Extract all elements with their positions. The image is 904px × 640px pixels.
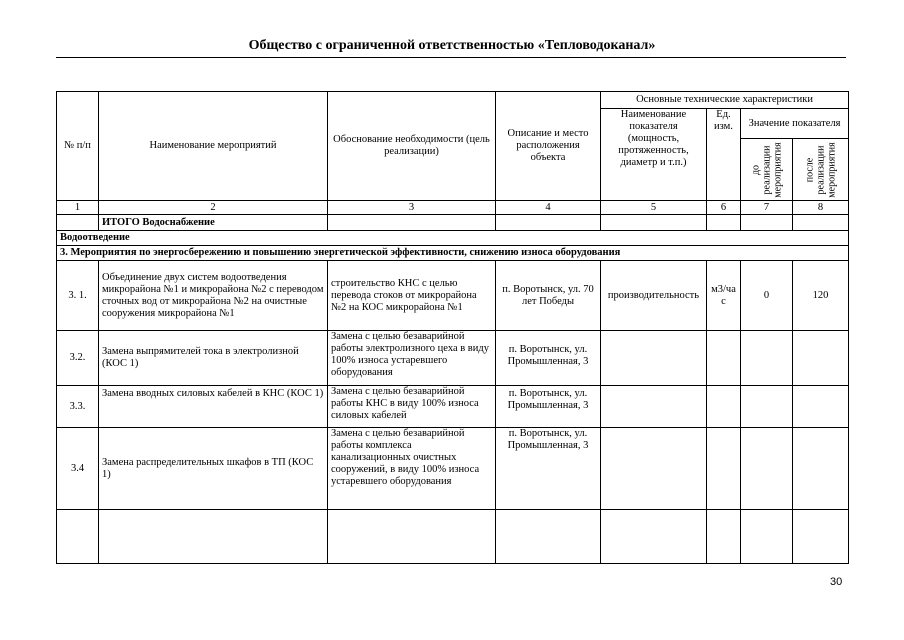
header-desc: Описание и место расположения объекта [496, 92, 601, 201]
table-row [57, 386, 849, 428]
header-before: до реализации мероприятия [741, 139, 793, 201]
row-name: Объединение двух систем водоотведения микрорайона №1 и микрорайона №2 с переводом сточных вод от микрорайона №2 на очистные сооружения микрорайона №1 [99, 261, 328, 331]
row-desc: п. Воротынск, ул. 70 лет Победы [496, 261, 601, 331]
row-indicator: производительность [601, 261, 707, 331]
row-basis: Замена с целью безаварийной работы комплекса канализационных очистных сооружений, в виду 100% износа устаревшего оборудования [328, 428, 496, 510]
document-title: Общество с ограниченной ответственностью «Тепловодоканал» [248, 38, 656, 53]
header-after: после реализации мероприятия [793, 139, 849, 201]
col-number-3: 3 [328, 201, 496, 215]
header-row-1 [57, 92, 849, 109]
header-value-group: Значение показателя [741, 109, 849, 139]
col-number-5: 5 [601, 201, 707, 215]
row-unit: м3/час [707, 261, 741, 331]
table-row [57, 261, 849, 331]
row-name: Замена вводных силовых кабелей в КНС (КОС 1) [99, 386, 328, 428]
header-name: Наименование мероприятий [99, 92, 328, 201]
section-3-row [57, 246, 849, 261]
col-number-7: 7 [741, 201, 793, 215]
row-desc: п. Воротынск, ул. Промышленная, 3 [496, 386, 601, 428]
table-row [57, 331, 849, 386]
col-number-6: 6 [707, 201, 741, 215]
row-no: 3.2. [57, 331, 99, 386]
header-unit: Ед. изм. [707, 109, 741, 201]
header-indicator: Наименование показателя (мощность, протяженность, диаметр и т.п.) [601, 109, 707, 201]
page-number: 30 [830, 576, 843, 588]
row-no: 3. 1. [57, 261, 99, 331]
table-row [57, 428, 849, 510]
header-rule [56, 57, 846, 58]
total-water-label: ИТОГО Водоснабжение [99, 215, 328, 231]
col-number-1: 1 [57, 201, 99, 215]
measures-table [56, 91, 849, 564]
row-desc: п. Воротынск, ул. Промышленная, 3 [496, 331, 601, 386]
header-basis: Обоснование необходимости (цель реализации) [328, 92, 496, 201]
header-no: № п/п [57, 92, 99, 201]
row-name: Замена распределительных шкафов в ТП (КОС 1) [99, 428, 328, 510]
section-drain-row [57, 231, 849, 246]
row-basis: строительство КНС с целью перевода стоков от микрорайона №2 на КОС микрорайона №1 [328, 261, 496, 331]
row-name: Замена выпрямителей тока в электролизной (КОС 1) [99, 331, 328, 386]
header-tech-group: Основные технические характеристики [601, 92, 849, 109]
column-numbers-row [57, 201, 849, 215]
empty-row [57, 510, 849, 564]
row-after: 120 [793, 261, 849, 331]
row-basis: Замена с целью безаварийной работы электролизного цеха в виду 100% износа устаревшего оборудования [328, 331, 496, 386]
row-basis: Замена с целью безаварийной работы КНС в виду 100% износа силовых кабелей [328, 386, 496, 428]
section-3: 3. Мероприятия по энергосбережению и повышению энергетической эффективности, снижению износа оборудования [57, 246, 849, 261]
section-drain: Водоотведение [57, 231, 849, 246]
total-water-row [57, 215, 849, 231]
col-number-4: 4 [496, 201, 601, 215]
row-desc: п. Воротынск, ул. Промышленная, 3 [496, 428, 601, 510]
row-no: 3.4 [57, 428, 99, 510]
col-number-2: 2 [99, 201, 328, 215]
col-number-8: 8 [793, 201, 849, 215]
row-before: 0 [741, 261, 793, 331]
row-no: 3.3. [57, 386, 99, 428]
